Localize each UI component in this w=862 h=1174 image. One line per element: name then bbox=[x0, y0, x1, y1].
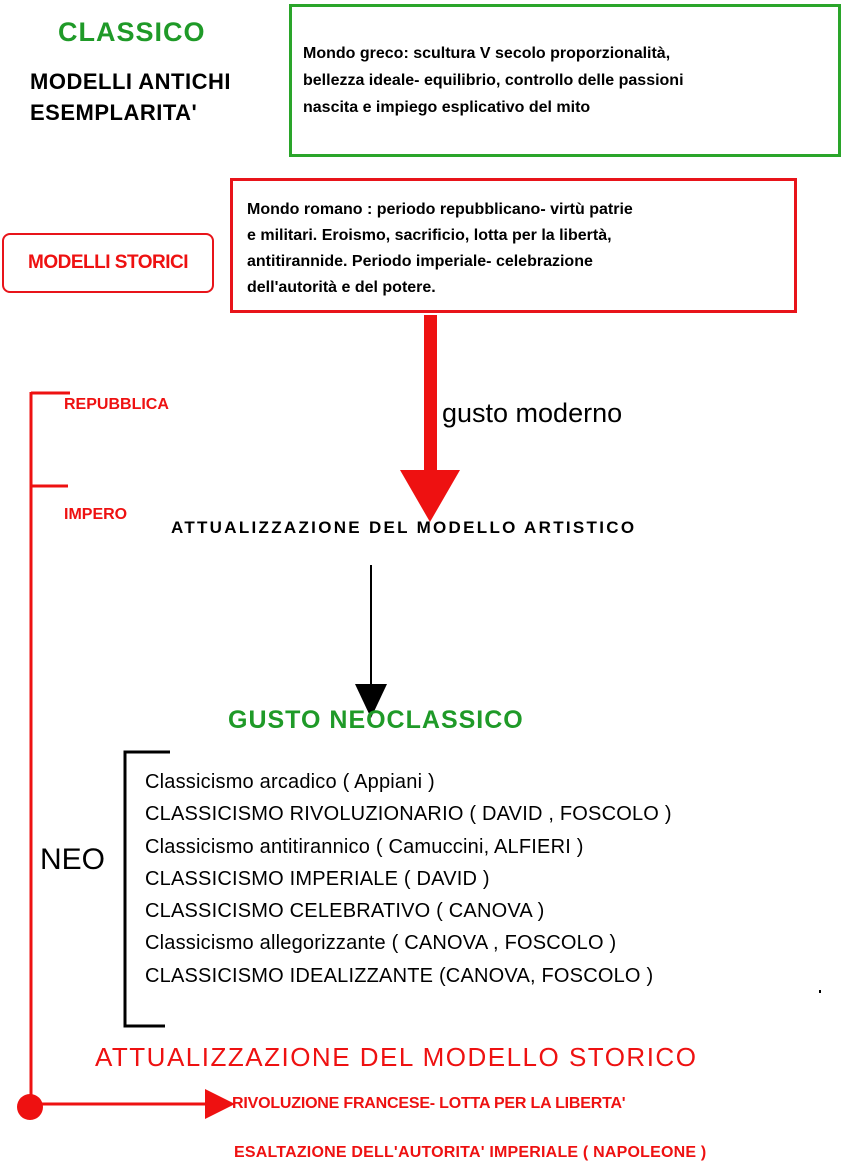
modelli-storici-box: MODELLI STORICI bbox=[2, 233, 214, 293]
red-dot bbox=[17, 1094, 43, 1120]
attualizzazione-artistico-label: ATTUALIZZAZIONE DEL MODELLO ARTISTICO bbox=[171, 518, 637, 537]
classico-title: CLASSICO bbox=[58, 17, 206, 47]
neo-label: NEO bbox=[40, 843, 106, 876]
list-item: Classicismo allegorizzante ( CANOVA , FOSCOLO ) bbox=[145, 932, 617, 955]
stray-dot bbox=[819, 990, 821, 993]
red-arrow-shaft bbox=[424, 315, 437, 477]
esaltazione-label: ESALTAZIONE DELL'AUTORITA' IMPERIALE ( NAPOLEONE ) bbox=[234, 1144, 707, 1161]
list-item: CLASSICISMO RIVOLUZIONARIO ( DAVID , FOSCOLO ) bbox=[145, 803, 672, 826]
gusto-moderno-label: gusto moderno bbox=[442, 398, 623, 428]
greco-box bbox=[289, 4, 841, 157]
greco-line: Mondo greco: scultura V secolo proporzionalità, bbox=[303, 45, 671, 62]
romano-line: Mondo romano : periodo repubblicano- virtù patrie bbox=[247, 201, 633, 218]
romano-line: dell'autorità e del potere. bbox=[247, 279, 436, 296]
romano-line: e militari. Eroismo, sacrificio, lotta per la libertà, bbox=[247, 227, 612, 244]
list-item: CLASSICISMO IDEALIZZANTE (CANOVA, FOSCOLO ) bbox=[145, 964, 654, 987]
esemplarita-line: ESEMPLARITA' bbox=[30, 100, 198, 125]
gusto-neoclassico-label: GUSTO NEOCLASSICO bbox=[228, 706, 524, 734]
repubblica-label: REPUBBLICA bbox=[64, 396, 169, 413]
attualizzazione-storico-label: ATTUALIZZAZIONE DEL MODELLO STORICO bbox=[95, 1042, 698, 1072]
rivoluzione-label: RIVOLUZIONE FRANCESE- LOTTA PER LA LIBERTA' bbox=[232, 1095, 626, 1112]
romano-line: antitirannide. Periodo imperiale- celebrazione bbox=[247, 253, 593, 270]
list-item: Classicismo antitirannico ( Camuccini, ALFIERI ) bbox=[145, 835, 584, 858]
list-item: CLASSICISMO CELEBRATIVO ( CANOVA ) bbox=[145, 900, 545, 923]
modelli-antichi-label bbox=[30, 66, 231, 128]
list-item: CLASSICISMO IMPERIALE ( DAVID ) bbox=[145, 867, 490, 890]
list-item: Classicismo arcadico ( Appiani ) bbox=[145, 771, 435, 793]
impero-label: IMPERO bbox=[64, 506, 128, 523]
greco-line: nascita e impiego esplicativo del mito bbox=[303, 99, 591, 116]
romano-box bbox=[230, 178, 797, 313]
greco-line: bellezza ideale- equilibrio, controllo delle passioni bbox=[303, 72, 684, 89]
red-arrow-head bbox=[400, 470, 460, 522]
modelli-antichi-line: MODELLI ANTICHI bbox=[30, 69, 231, 94]
neo-list bbox=[145, 766, 672, 992]
red-arrow-rivoluzione-head bbox=[205, 1089, 235, 1119]
